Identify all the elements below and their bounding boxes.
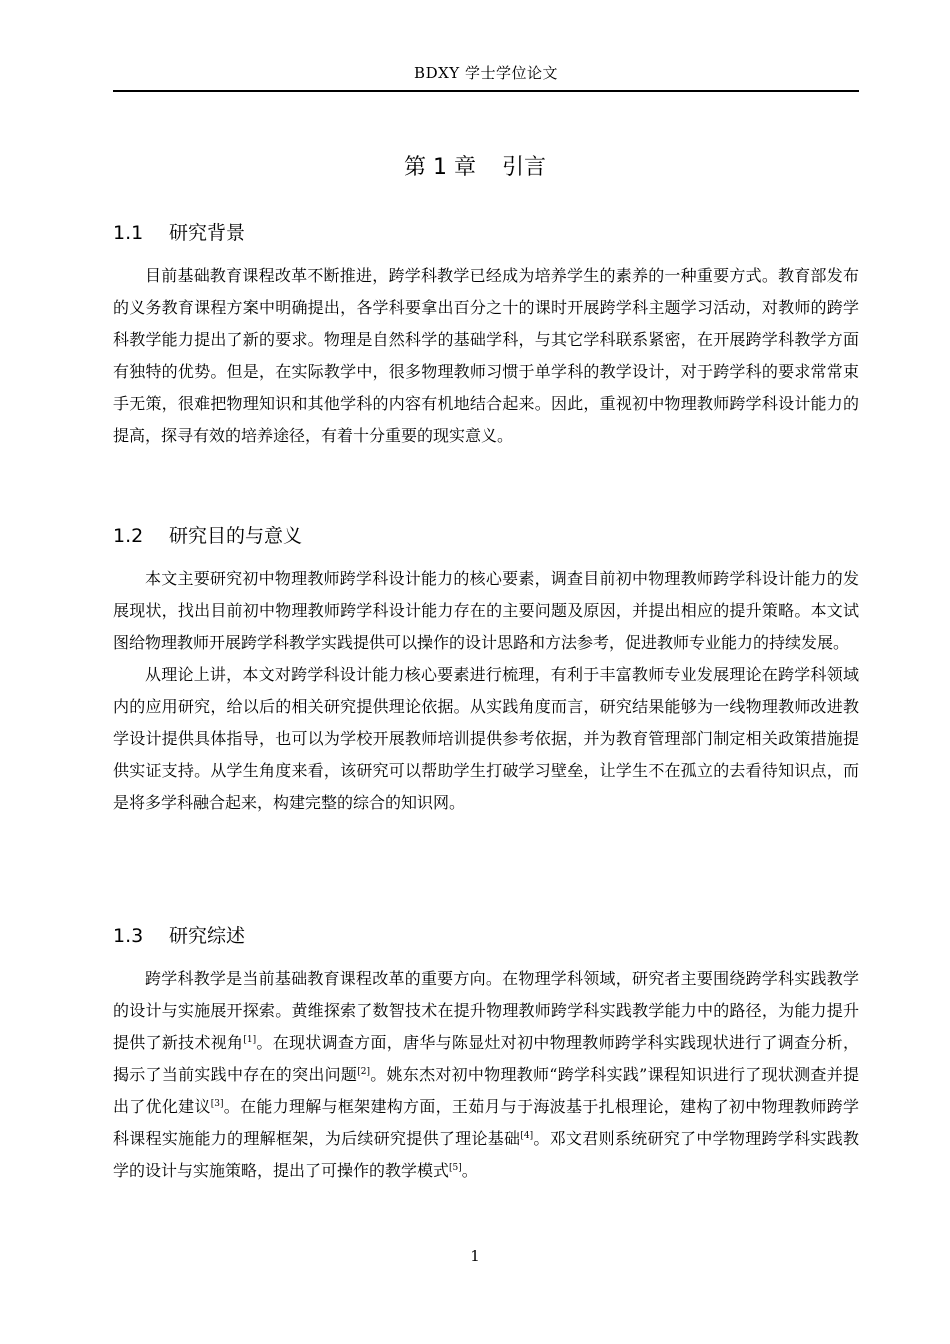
chapter-title [0,150,950,181]
section-review [113,923,859,1187]
section-title: 研究背景 [169,222,246,244]
section-heading [113,220,859,246]
section-heading [113,523,859,549]
section-heading [113,923,859,949]
citation-ref: [4] [520,1131,534,1141]
paragraph: 本文主要研究初中物理教师跨学科设计能力的核心要素，调查目前初中物理教师跨学科设计能力的发展现状，找出目前初中物理教师跨学科设计能力存在的主要问题及原因，并提出相应的提升策略。本文试图给物理教师开展跨学科教学实践提供可以操作的设计思路和方法参考，促进教师专业能力的持续发展。 [113,569,859,652]
chapter-number: 第 1 章 [404,155,476,180]
paragraph: 从理论上讲，本文对跨学科设计能力核心要素进行梳理，有利于丰富教师专业发展理论在跨学科领域内的应用研究，给以后的相关研究提供理论依据。从实践角度而言，研究结果能够为一线物理教师改进教学设计提供具体指导，也可以为学校开展教师培训提供参考依据，并为教育管理部门制定相关政策措施提供实证支持。从学生角度来看，该研究可以帮助学生打破学习壁垒，让学生不在孤立的去看待知识点，而是将多学科融合起来，构建完整的综合的知识网。 [113,665,859,812]
text-segment: 。 [461,1161,478,1180]
section-number: 1.3 [113,925,144,947]
citation-ref: [3] [210,1099,224,1109]
section-title: 研究目的与意义 [169,525,303,547]
text-segment: 。在现状调查方面，唐华与陈显灶对初中物理教师跨学科实践现状进行了调查分析，揭示了当前实践中存在的突出问题 [113,1033,859,1084]
paragraph: 目前基础教育课程改革不断推进，跨学科教学已经成为培养学生的素养的一种重要方式。教育部发布的义务教育课程方案中明确提出，各学科要拿出百分之十的课时开展跨学科主题学习活动，对教师的跨学科教学能力提出了新的要求。物理是自然科学的基础学科，与其它学科联系紧密，在开展跨学科教学方面有独特的优势。但是，在实际教学中，很多物理教师习惯于单学科的教学设计，对于跨学科的要求常常束手无策，很难把物理知识和其他学科的内容有机地结合起来。因此，重视初中物理教师跨学科设计能力的提高，探寻有效的培养途径，有着十分重要的现实意义。 [113,266,859,445]
chapter-name: 引言 [501,155,546,180]
citation-ref: [2] [357,1067,370,1077]
text-segment: 。在能力理解与框架建构方面，王茹月与于海波基于扎根理论，建构了初中物理教师跨学科课程实施能力的理解框架，为后续研究提供了理论基础 [113,1097,859,1148]
page-number: 1 [470,1247,480,1265]
paragraph [113,963,859,1187]
header-rule [113,90,859,92]
text-segment: 。邓文君则系统研究了中学物理跨学科实践教学的设计与实施策略，提出了可操作的教学模式 [113,1129,859,1180]
section-number: 1.1 [113,222,144,244]
running-header: BDXY 学士学位论文 [414,64,558,82]
section-number: 1.2 [113,525,144,547]
citation-ref: [1] [243,1035,257,1045]
section-background [113,220,859,452]
text-segment: 。姚东杰对初中物理教师“跨学科实践”课程知识进行了现状测查并提出了优化建议 [113,1065,859,1116]
section-title: 研究综述 [169,925,246,947]
section-purpose [113,523,859,819]
text-segment: 跨学科教学是当前基础教育课程改革的重要方向。在物理学科领域，研究者主要围绕跨学科实践教学的设计与实施展开探索。黄维探索了数智技术在提升物理教师跨学科实践教学能力中的路径，为能力提升提供了新技术视角 [113,969,859,1052]
citation-ref: [5] [449,1163,462,1173]
